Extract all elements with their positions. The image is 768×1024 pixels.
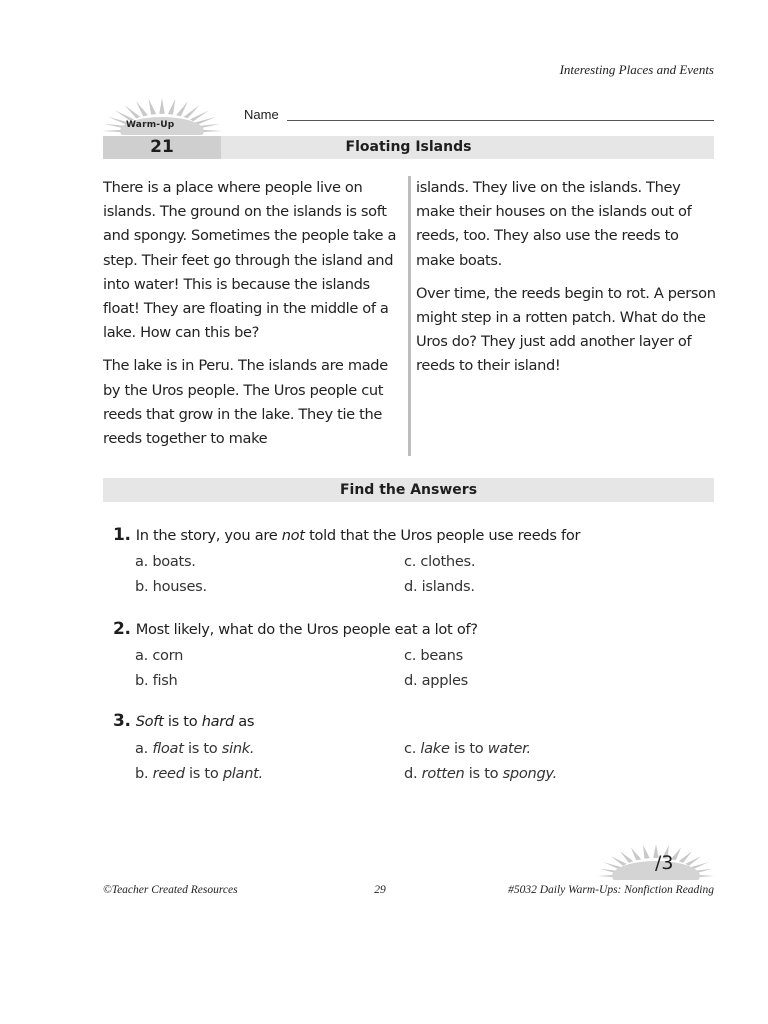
- question-2: 2. Most likely, what do the Uros people eat a lot of?: [113, 619, 478, 639]
- answer-option[interactable]: c. clothes.: [404, 553, 476, 570]
- answers-title: Find the Answers: [339, 482, 478, 498]
- answer-option[interactable]: d. islands.: [404, 578, 475, 595]
- answer-option[interactable]: a. corn: [135, 647, 184, 664]
- answer-option[interactable]: b. fish: [135, 672, 178, 689]
- answer-option[interactable]: a. float is to sink.: [135, 740, 255, 757]
- question-number: 3.: [113, 711, 131, 731]
- answer-option[interactable]: b. houses.: [135, 578, 207, 595]
- answer-option[interactable]: c. lake is to water.: [404, 740, 531, 757]
- story-title: Floating Islands: [345, 139, 472, 155]
- answer-option[interactable]: c. beans: [404, 647, 463, 664]
- name-label: Name: [244, 107, 279, 122]
- answer-option[interactable]: d. apples: [404, 672, 468, 689]
- story-right-column: [416, 176, 716, 388]
- column-divider: [408, 176, 411, 456]
- answer-option[interactable]: a. boats.: [135, 553, 196, 570]
- question-1: 1. In the story, you are not told that the Uros people use reeds for: [113, 525, 581, 545]
- answer-option[interactable]: b. reed is to plant.: [135, 765, 263, 782]
- question-3: 3. Soft is to hard as: [113, 711, 255, 731]
- warmup-label: Warm-Up: [126, 120, 175, 130]
- section-title: Interesting Places and Events: [559, 62, 714, 77]
- story-left-column: [103, 176, 408, 460]
- answer-option[interactable]: d. rotten is to spongy.: [404, 765, 557, 782]
- question-number: 1.: [113, 525, 131, 545]
- story-paragraph: The lake is in Peru. The islands are made by the Uros people. The Uros people cut reeds that grow in the lake. They tie the reeds together to make: [103, 357, 388, 448]
- page-number: 29: [374, 884, 386, 896]
- story-paragraph: islands. They live on the islands. They make their houses on the islands out of reeds, too. They also use the reeds to make boats.: [416, 179, 692, 269]
- story-paragraph: There is a place where people live on islands. The ground on the islands is soft and spongy. Sometimes the people take a step. Their feet go through the island and into water! This is because the islands float! They are floating in the middle of a lake. How can this be?: [103, 179, 397, 342]
- story-paragraph: Over time, the reeds begin to rot. A person might step in a rotten patch. What do the Uros do? They just add another layer of reeds to their island!: [416, 284, 716, 375]
- score: /3: [655, 852, 674, 874]
- footer-book-title: #5032 Daily Warm-Ups: Nonfiction Reading: [508, 884, 714, 896]
- name-line: [287, 120, 714, 121]
- question-number: 2.: [113, 619, 131, 639]
- footer-copyright: ©Teacher Created Resources: [103, 884, 238, 896]
- warmup-number: 21: [150, 137, 174, 157]
